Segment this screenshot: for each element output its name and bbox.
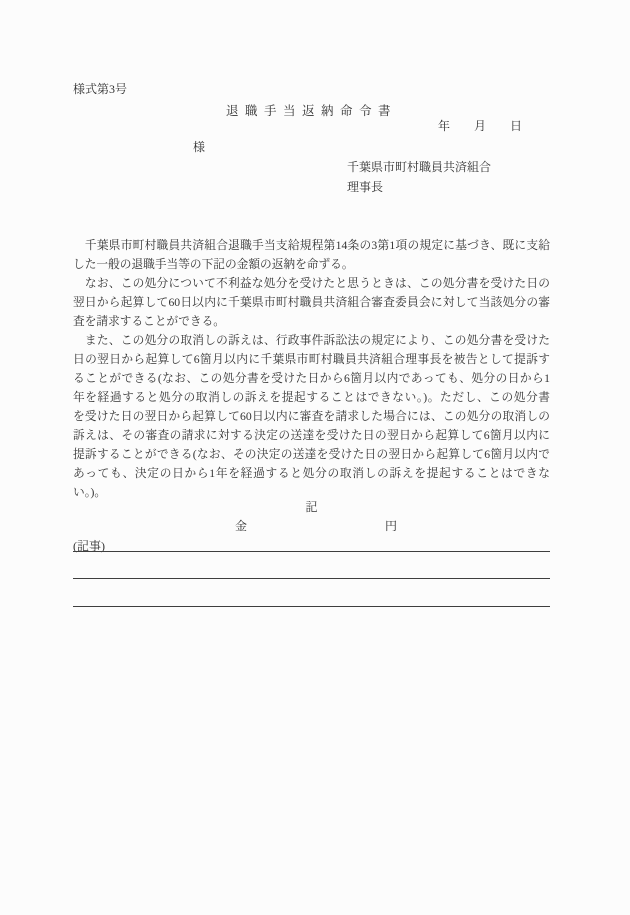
body-line: 査を請求することができる。 bbox=[73, 315, 225, 328]
body-line: 年を経過すると処分の取消しの訴えを提起することはできない。)。ただし、この処分書 bbox=[73, 391, 550, 404]
record-marker: 記 bbox=[305, 500, 318, 514]
body-line: 日の翌日から起算して6箇月以内に千葉県市町村職員共済組合理事長を被告として提訴す bbox=[73, 353, 550, 366]
amount-unit-label: 円 bbox=[385, 519, 398, 533]
body-line: ることができる(なお、この処分書を受けた日から6箇月以内であっても、処分の日から1 bbox=[73, 372, 550, 385]
issuer-organization: 千葉県市町村職員共済組合 bbox=[347, 160, 492, 174]
body-line: あっても、決定の日から1年を経過すると処分の取消しの訴えを提起することはできな bbox=[73, 467, 550, 480]
body-line: 翌日から起算して60日以内に千葉県市町村職員共済組合審査委員会に対して当該処分の審 bbox=[73, 296, 550, 309]
body-line: なお、この処分について不利益な処分を受けたと思うときは、この処分書を受けた日の bbox=[73, 277, 550, 290]
blank-rule-line bbox=[73, 578, 550, 579]
document-title: 退職手当返納命令書 bbox=[225, 104, 397, 118]
body-line: 千葉県市町村職員共済組合退職手当支給規程第14条の3第1項の規定に基づき、既に支給 bbox=[73, 239, 550, 252]
date-line: 年 月 日 bbox=[438, 119, 523, 133]
blank-rule-line bbox=[73, 606, 550, 607]
recipient-honorific: 様 bbox=[193, 140, 206, 154]
body-line: また、この処分の取消しの訴えは、行政事件訴訟法の規定により、この処分書を受けた bbox=[73, 334, 550, 347]
notes-label: (記事) bbox=[73, 539, 105, 553]
notes-underline bbox=[73, 551, 550, 552]
body-text bbox=[73, 236, 550, 502]
body-line: 提訴することができる(なお、その決定の送達を受けた日の翌日から起算して6箇月以内で bbox=[73, 448, 550, 461]
body-line: 訴えは、その審査の請求に対する決定の送達を受けた日の翌日から起算して6箇月以内に bbox=[73, 429, 550, 442]
body-line: した一般の退職手当等の下記の金額の返納を命ずる。 bbox=[73, 258, 354, 271]
form-number: 様式第3号 bbox=[73, 82, 128, 96]
amount-prefix-label: 金 bbox=[235, 519, 248, 533]
issuer-role: 理事長 bbox=[347, 180, 384, 194]
body-line: い。)。 bbox=[73, 486, 107, 499]
body-line: を受けた日の翌日から起算して60日以内に審査を請求した場合には、この処分の取消しの bbox=[73, 410, 550, 423]
